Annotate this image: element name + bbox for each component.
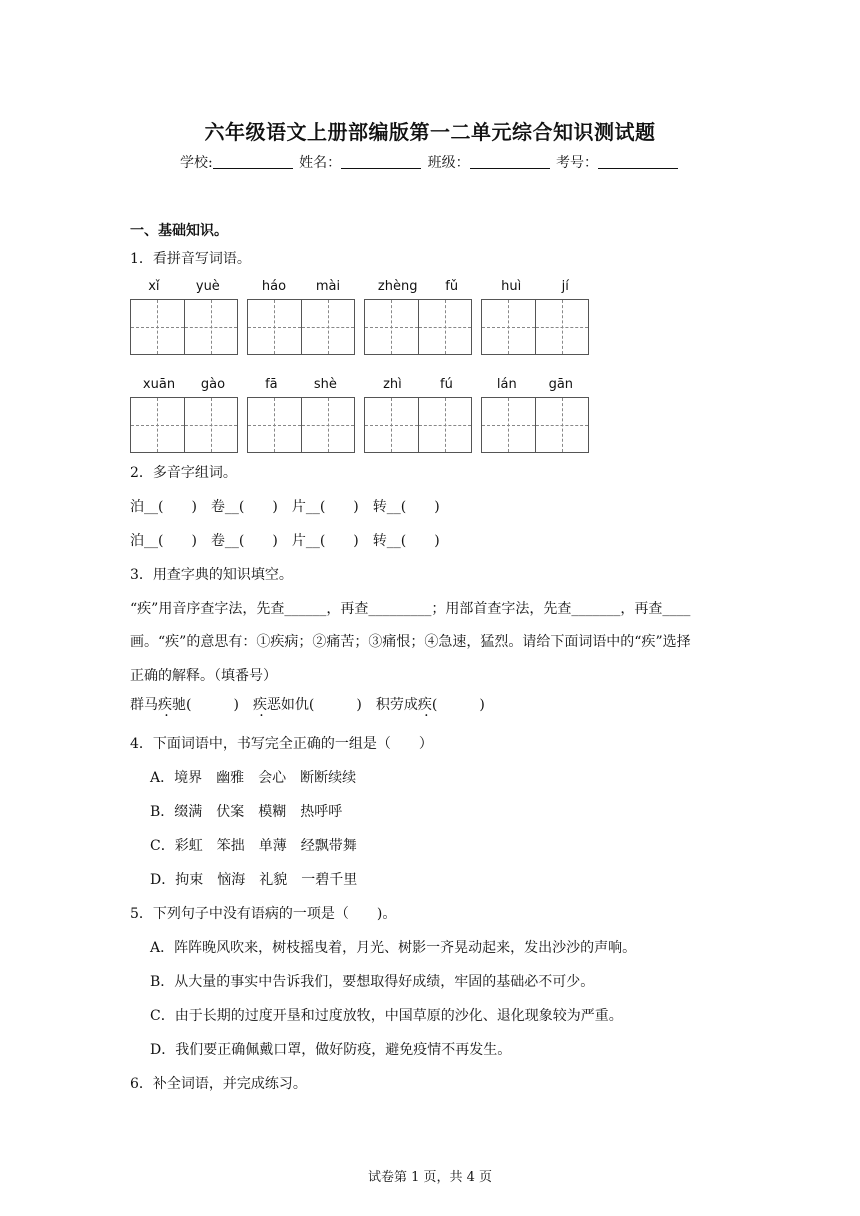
- q3-words[interactable]: [130, 694, 485, 714]
- class-label: 班级：: [427, 155, 470, 171]
- pinyin-label: yuè: [195, 279, 220, 294]
- word-text: 积劳成: [375, 697, 418, 713]
- pinyin-label: huì: [501, 279, 522, 294]
- dotted-char: 疾: [417, 697, 432, 713]
- writing-grid[interactable]: [247, 299, 355, 355]
- writing-grid[interactable]: [364, 299, 472, 355]
- pinyin-group: [364, 377, 472, 453]
- pinyin-label: mài: [315, 279, 341, 294]
- dotted-char: 疾: [252, 697, 267, 713]
- student-info-line: [0, 152, 860, 172]
- writing-grid[interactable]: [130, 299, 238, 355]
- exam-no-blank[interactable]: [598, 156, 678, 169]
- pinyin-label: gān: [548, 377, 574, 392]
- name-label: 姓名：: [299, 155, 342, 171]
- pinyin-label: gào: [200, 377, 226, 392]
- pinyin-group: [481, 377, 589, 453]
- school-label: 学校:: [179, 155, 213, 171]
- section-heading: 一、基础知识。: [130, 223, 228, 239]
- q3-line: 正确的解释。（填番号）: [130, 668, 277, 684]
- q4-option[interactable]: A．境界 幽雅 会心 断断续续: [150, 770, 357, 786]
- q5-option[interactable]: D．我们要正确佩戴口罩，做好防疫，避免疫情不再发生。: [150, 1042, 512, 1058]
- page-title: 六年级语文上册部编版第一二单元综合知识测试题: [204, 120, 656, 144]
- class-blank[interactable]: [470, 156, 550, 169]
- pinyin-label: háo: [261, 279, 287, 294]
- writing-grid[interactable]: [481, 397, 589, 453]
- writing-grid[interactable]: [364, 397, 472, 453]
- school-blank[interactable]: [213, 156, 293, 169]
- pinyin-label: xuān: [142, 377, 176, 392]
- pinyin-label: fú: [440, 377, 453, 392]
- q3-prompt: 3．用查字典的知识填空。: [130, 567, 293, 583]
- q5-option[interactable]: B．从大量的事实中告诉我们，要想取得好成绩，牢固的基础必不可少。: [150, 974, 595, 990]
- dotted-char: 疾: [158, 697, 172, 713]
- pinyin-group: [364, 279, 472, 355]
- q5-option[interactable]: C．由于长期的过度开垦和过度放牧，中国草原的沙化、退化现象较为严重。: [150, 1008, 623, 1024]
- pinyin-label: fǔ: [445, 279, 459, 294]
- q4-option[interactable]: C．彩虹 笨拙 单薄 经飘带舞: [150, 838, 357, 854]
- page-footer: 试卷第 1 页，共 4 页: [367, 1170, 493, 1185]
- pinyin-label: fā: [265, 377, 278, 392]
- pinyin-label: jí: [561, 279, 569, 294]
- pinyin-group: [130, 377, 238, 453]
- q6-prompt: 6．补全词语，并完成练习。: [130, 1076, 307, 1092]
- q2-prompt: 2．多音字组词。: [130, 465, 237, 481]
- pinyin-group: [247, 377, 355, 453]
- word-text: 驰( ): [172, 697, 239, 713]
- word-text: ( ): [431, 697, 485, 713]
- q3-line: 画。“疾”的意思有：①疾病；②痛苦；③痛恨；④急速，猛烈。请给下面词语中的“疾”选择: [130, 634, 691, 650]
- q3-line[interactable]: “疾”用音序查字法，先查______，再查_________；用部首查字法，先查_______，再查____: [130, 601, 691, 617]
- writing-grid[interactable]: [247, 397, 355, 453]
- pinyin-label: shè: [313, 377, 337, 392]
- q5-option[interactable]: A．阵阵晚风吹来，树枝摇曳着，月光、树影一齐晃动起来，发出沙沙的声响。: [150, 940, 637, 956]
- q1-prompt: 1．看拼音写词语。: [130, 251, 251, 267]
- q4-option[interactable]: B．缀满 伏案 模糊 热呼呼: [150, 804, 343, 820]
- q4-option[interactable]: D．拘束 恼海 礼貌 一碧千里: [150, 872, 358, 888]
- pinyin-group: [130, 279, 238, 355]
- q4-prompt: 4．下面词语中，书写完全正确的一组是（ ）: [130, 736, 433, 752]
- q2-row[interactable]: 泊__( ) 卷__( ) 片__( ) 转__( ): [130, 499, 440, 515]
- pinyin-group: [247, 279, 355, 355]
- exam-no-label: 考号：: [556, 155, 599, 171]
- pinyin-label: zhèng: [377, 279, 418, 294]
- pinyin-label: lán: [496, 377, 517, 392]
- pinyin-label: zhì: [383, 377, 402, 392]
- writing-grid[interactable]: [130, 397, 238, 453]
- word-text: 恶如仇( ): [266, 697, 362, 713]
- name-blank[interactable]: [341, 156, 421, 169]
- q2-row[interactable]: 泊__( ) 卷__( ) 片__( ) 转__( ): [130, 533, 440, 549]
- pinyin-group: [481, 279, 589, 355]
- q5-prompt: 5．下列句子中没有语病的一项是（ )。: [130, 906, 397, 922]
- writing-grid[interactable]: [481, 299, 589, 355]
- word-text: 群马: [130, 697, 158, 713]
- pinyin-label: xǐ: [148, 279, 160, 294]
